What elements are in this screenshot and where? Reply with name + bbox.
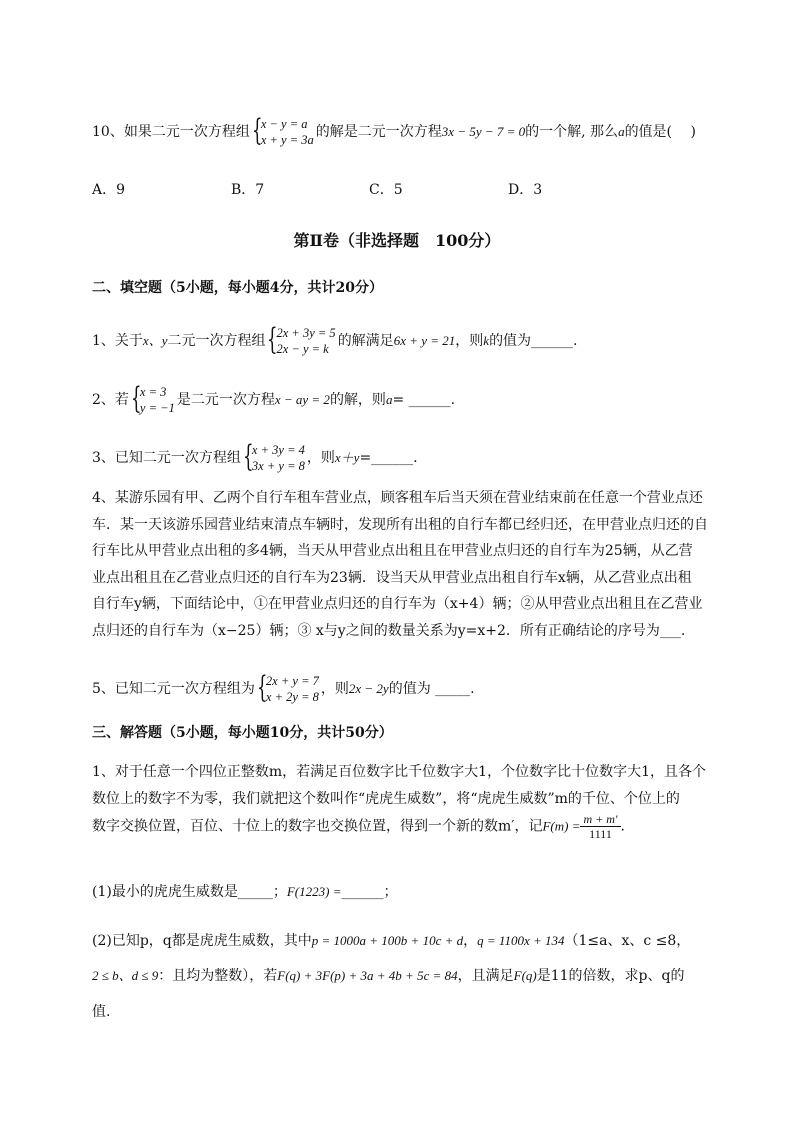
fill5-suffix: 的值为 _____. [388,681,475,697]
paragraph-line: 业点出租且在乙营业点归还的自行车为23辆．设当天从甲营业点出租自行车x辆，从乙营业点出租 [92,569,692,586]
fill3-mid: ，则 [306,450,335,466]
sub2-line2-mid2: ，且满足 [457,968,514,984]
fill3-suffix: =______. [359,450,418,466]
solve-sub-question-1 [92,882,397,902]
brace-icon: { [256,670,268,705]
paragraph-line: 1、对于任意一个四位正整数m，若满足百位数字比千位数字大1，个位数字比十位数字大1，且各个 [92,764,706,780]
fill1-prefix: 1、关于 [92,333,143,349]
sys-row-2: y = −1 [139,401,175,415]
solve-sub-question-2-line-2 [92,966,684,986]
solve-sub-question-2-line-3: 值. [92,1004,111,1020]
sub1-function: F(1223) = [286,884,342,899]
sys-row-1: x + 3y = 4 [251,443,305,457]
fill2-prefix: 2、若 [92,392,129,408]
fill1-equation-system [267,322,336,357]
fill5-expr: 2x − 2y [348,681,389,696]
q10-equation: 3x − 5y − 7 = 0 [441,124,526,139]
sub2-p-expression: p = 1000a + 100b + 10c + d [311,933,464,948]
fill-question-4 [92,485,742,644]
fill2-suffix: = ______. [392,392,456,408]
sys-row-2: 3x + y = 8 [251,459,305,473]
fraction-denominator: 1111 [589,827,612,841]
sub2-line2-end: 是11的倍数，求p、q的 [536,968,685,984]
fill-question-1 [92,322,578,357]
fill3-equation-system [242,439,305,474]
sub2-q-expression: q = 1100x + 134 [477,933,565,948]
fill1-vars: x、y [142,333,168,348]
q10-mid: 的解是二元一次方程 [315,124,442,140]
brace-icon: { [242,439,254,474]
fill1-k: k [483,333,490,348]
fill-question-3 [92,439,418,474]
fill2-equation-system [130,381,175,416]
fill2-mid: 是二元一次方程 [176,392,275,408]
solve-sub-question-2-line-1 [92,931,690,951]
solve-question-1 [92,759,742,841]
choice-b: B．7 [231,182,265,198]
sys-row-2: x + y = 3a [260,133,314,147]
solve1-function: F(m) = [542,818,581,834]
sys-row-1: 2x + 3y = 5 [276,326,336,340]
choice-c: C．5 [369,182,403,198]
fill1-equation: 6x + y = 21 [393,333,456,348]
sub2-line2-mid: ：且均为整数），若 [158,968,278,984]
fill3-expr: x＋y [334,450,360,465]
q10-mid2: 的一个解, 那么 [525,124,619,140]
sys-row-2: 2x − y = k [276,342,329,356]
part-2-title: 第Ⅱ卷（非选择题 100分） [293,231,501,250]
sub2-fq: F(q) [513,968,537,983]
sys-row-1: x = 3 [139,385,167,399]
fill-question-2 [92,381,456,416]
q10-equation-system [251,113,314,148]
fill1-mid3: ，则 [455,333,484,349]
choice-d: D．3 [508,182,543,198]
brace-icon: { [267,322,278,357]
paragraph-line [92,812,742,841]
fill1-suffix: 的值为______. [489,333,578,349]
sub2-mid: ， [463,933,478,949]
paragraph-line: 行车比从甲营业点出租的多4辆，当天从甲营业点出租且在甲营业点归还的自行车为25辆，从乙营 [92,543,693,559]
fill2-mid2: 的解，则 [329,392,386,408]
sub2-prefix: (2)已知p，q都是虎虎生威数，其中 [92,933,312,949]
paragraph-line: 车．某一天该游乐园营业结束清点车辆时，发现所有出租的自行车都已经归还，在甲营业点归还的自 [92,516,708,533]
sub2-condition-1: （1≤a、x、c ≤8， [564,933,691,949]
brace-icon: { [130,381,142,416]
paragraph-line: 自行车y辆，下面结论中，①在甲营业点归还的自行车为（x+4）辆；②从甲营业点出租且在乙营业 [92,596,703,612]
sys-row-1: x − y = a [260,117,308,131]
fill1-mid: 二元一次方程组 [167,333,266,349]
sys-row-2: x + 2y = 8 [265,690,319,704]
choice-a: A．9 [92,182,126,198]
fill5-mid: ，则 [320,681,349,697]
brace-icon: { [251,113,263,148]
q10-suffix: 的值是( ) [624,124,696,140]
sub1-prefix: (1)最小的虎虎生威数是_____； [92,884,287,900]
paragraph-line: 数位上的数字不为零，我们就把这个数叫作“虎虎生威数”，将“虎虎生威数”m的千位、个位上的 [92,790,680,807]
fill3-prefix: 3、已知二元一次方程组 [92,450,241,466]
section-2-title: 二、填空题（5小题，每小题4分，共计20分） [92,280,383,296]
sys-row-1: 2x + y = 7 [265,674,319,688]
section-3-title: 三、解答题（5小题，每小题10分，共计50分） [92,725,393,741]
sub2-equation: F(q) + 3F(p) + 3a + 4b + 5c = 84 [277,968,458,983]
paragraph-line: 4、某游乐园有甲、乙两个自行车租车营业点，顾客租车后当天须在营业结束前在任意一个营业点还 [92,490,703,506]
fill2-equation: x − ay = 2 [274,392,330,407]
paragraph-line: 点归还的自行车为（x−25）辆；③ x与y之间的数量关系为y=x+2．所有正确结论的序号为___. [92,622,686,639]
fill5-prefix: 5、已知二元一次方程组为 [92,681,255,697]
fill5-equation-system [256,670,319,705]
sub2-condition-2: 2 ≤ b、d ≤ 9 [92,968,159,983]
question-10 [92,113,696,148]
fill2-a: a [385,392,393,407]
sub1-suffix: ______； [341,884,398,900]
solve1-end: . [620,818,625,835]
q10-variable: a [618,124,625,139]
fraction-numerator: m + m′ [580,812,620,827]
fill1-mid2: 的解满足 [337,333,394,349]
solve1-fraction [580,812,620,841]
solve1-line3-prefix: 数字交换位置，百位、十位上的数字也交换位置，得到一个新的数m′，记 [92,818,543,835]
q10-prefix: 10、如果二元一次方程组 [92,124,250,140]
fill-question-5 [92,670,475,705]
